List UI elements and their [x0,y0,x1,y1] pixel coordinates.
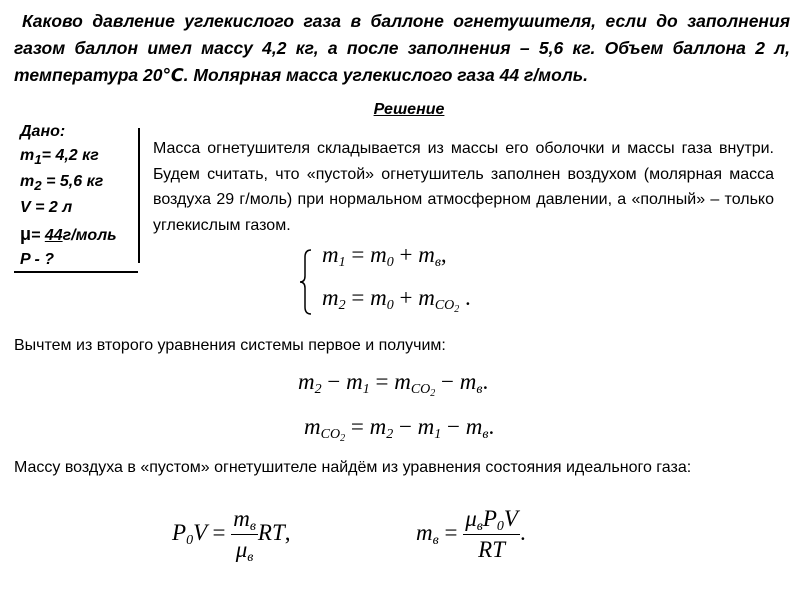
equation-air-mass: $m_в$ = $\frac{\mu_вP_0V}{RT}$ . [416,506,526,562]
equation-ideal-gas: $P_0V$ = $\frac{m_в}{\mu_в}$ RT, [172,506,291,565]
intro-paragraph: Масса огнетушителя складывается из массы его оболочки и массы газа внутри. Будем считать, что «пустой» огнетушитель заполнен воздухом (молярная масса воздуха 29 г/моль) при нормальном атмосферном давлении, а «полный» – только углекислым газом. [153,140,774,234]
given-molar-mass: μ= 44г/моль [20,224,117,244]
air-mass-paragraph: Массу воздуха в «пустом» огнетушителе найдём из уравнения состояния идеального газа: [14,459,692,476]
equation-m1: $m_1 = m_0 + m_в$, [322,242,447,270]
given-title: Дано: [20,123,66,140]
given-divider-horizontal [14,271,138,273]
solution-heading: Решение [373,101,445,118]
equation-co2-mass: $m_{CO_2} = m_2 - m_1 - m_в$. [304,414,495,444]
given-volume: V = 2 л [20,199,73,216]
system-brace [299,248,313,316]
given-unknown: P - ? [20,251,55,268]
equation-m2: $m_2 = m_0 + m_{CO_2}$ . [322,285,471,315]
fraction-mu-p-v-over-rt: $\frac{\mu_вP_0V}{RT}$ [465,506,518,562]
given-m1: $m_1= 4,2$ кг [20,147,99,168]
given-m2: $m_2 = 5,6$ кг [20,173,104,194]
subtract-paragraph: Вычтем из второго уравнения системы первое и получим: [14,337,446,354]
given-block [20,121,117,273]
given-divider-vertical [138,128,140,263]
equation-difference: $m_2 - m_1 = m_{CO_2} - m_в$. [298,369,489,399]
problem-statement: Каково давление углекислого газа в баллоне огнетушителя, если до заполнения газом баллон имел массу 4,2 кг, а после заполнения – 5,6 кг. Объем баллона 2 л, температура 20℃. Молярная масса углекислого газа 44 г/моль. [14,11,790,85]
fraction-air-mass-over-mu: $\frac{m_в}{\mu_в}$ [233,506,256,565]
